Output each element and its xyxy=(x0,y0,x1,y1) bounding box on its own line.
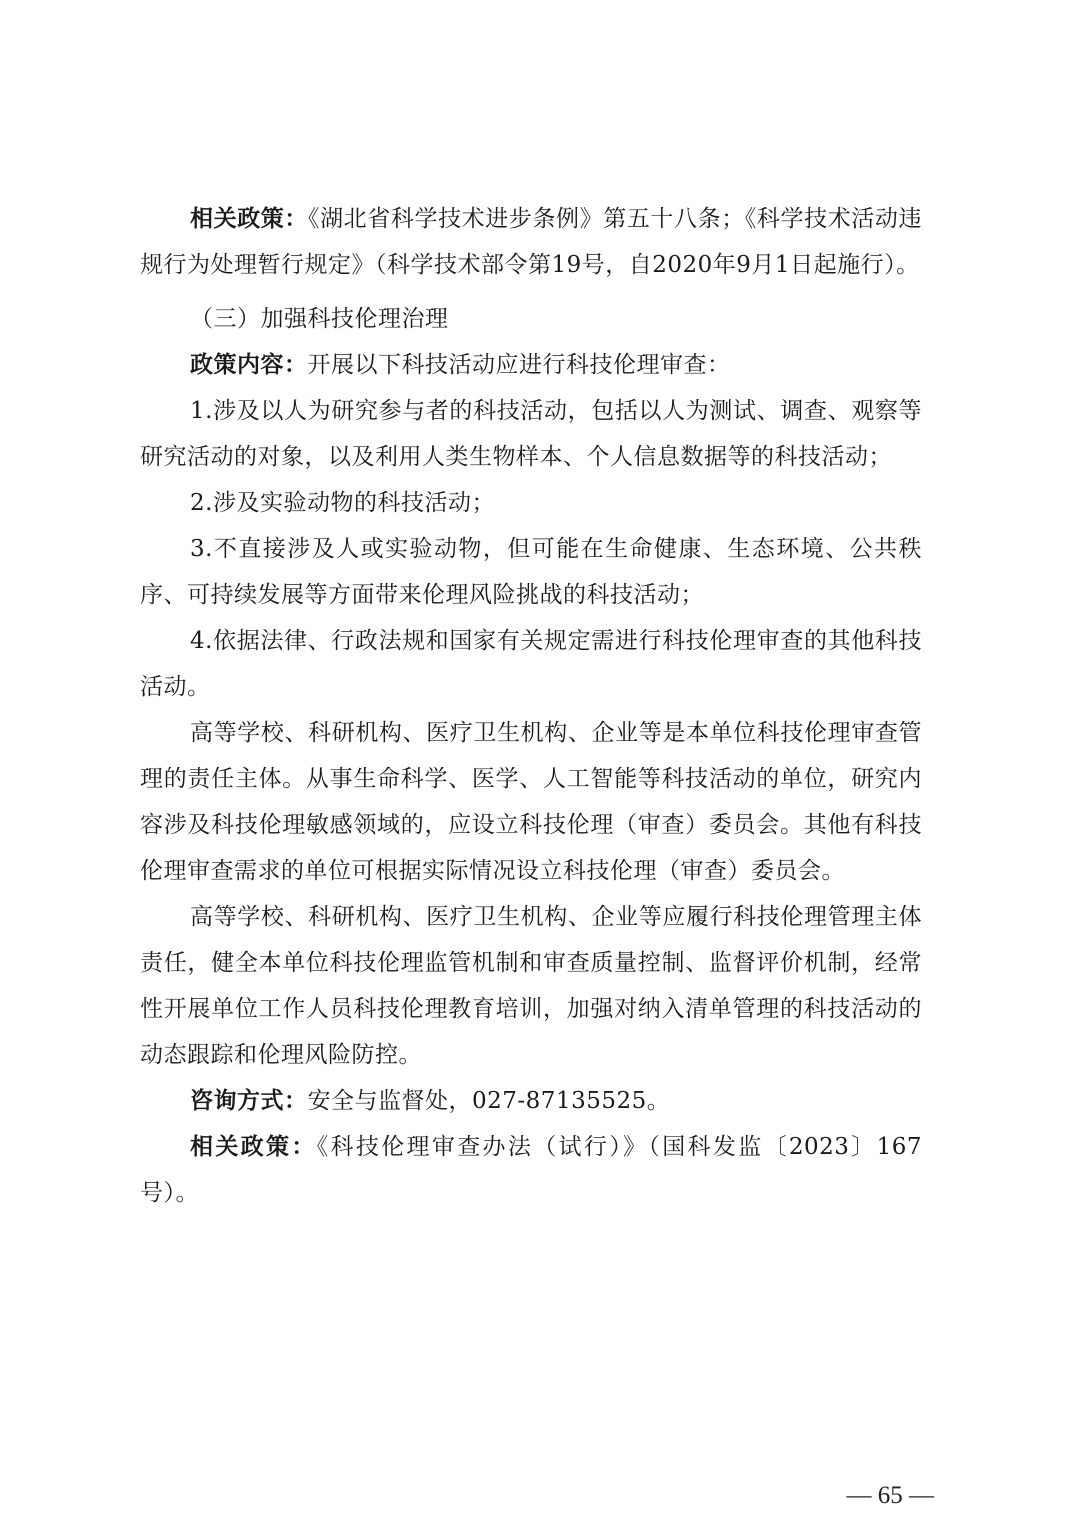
responsibility-paragraph: 高等学校、科研机构、医疗卫生机构、企业等是本单位科技伦理审查管理的责任主体。从事生命科学、医学、人工智能等科技活动的单位，研究内容涉及科技伦理敏感领域的，应设立科技伦理（审查）委员会。其他有科技伦理审查需求的单位可根据实际情况设立科技伦理（审查）委员会。 xyxy=(140,720,922,884)
contact-label: 咨询方式： xyxy=(190,1087,308,1114)
related-policy-label-2: 相关政策： xyxy=(190,1133,317,1160)
list-item-2: 2.涉及实验动物的科技活动； xyxy=(190,490,495,516)
contact-text: 安全与监督处，027-87135525。 xyxy=(307,1088,671,1114)
document-body xyxy=(140,196,922,1216)
related-policy-text: 《湖北省科学技术进步条例》第五十八条；《科学技术活动违规行为处理暂行规定》（科学技术部令第19号，自2020年9月1日起施行）。 xyxy=(140,206,923,278)
related-policy-label: 相关政策： xyxy=(190,205,308,232)
contact-paragraph xyxy=(140,1078,922,1124)
related-policy-paragraph-2 xyxy=(140,1124,922,1216)
obligation-paragraph: 高等学校、科研机构、医疗卫生机构、企业等应履行科技伦理管理主体责任，健全本单位科技伦理监管机制和审查质量控制、监督评价机制，经常性开展单位工作人员科技伦理教育培训，加强对纳入清单管理的科技活动的动态跟踪和伦理风险防控。 xyxy=(140,904,922,1068)
related-policy-text-2: 《科技伦理审查办法（试行）》（国科发监〔2023〕167号）。 xyxy=(140,1134,923,1206)
list-item-3: 3.不直接涉及人或实验动物，但可能在生命健康、生态环境、公共秩序、可持续发展等方面带来伦理风险挑战的科技活动； xyxy=(140,536,922,608)
policy-content-text: 开展以下科技活动应进行科技伦理审查： xyxy=(307,352,731,378)
list-item-1: 1.涉及以人为研究参与者的科技活动，包括以人为测试、调查、观察等研究活动的对象，以及利用人类生物样本、个人信息数据等的科技活动； xyxy=(140,398,922,470)
page-number: — 65 — xyxy=(846,1482,934,1509)
policy-content-label: 政策内容： xyxy=(190,351,308,378)
related-policy-paragraph xyxy=(140,196,922,288)
section-heading: （三）加强科技伦理治理 xyxy=(190,306,449,332)
policy-content-paragraph xyxy=(140,342,922,388)
list-item-4: 4.依据法律、行政法规和国家有关规定需进行科技伦理审查的其他科技活动。 xyxy=(140,628,922,700)
